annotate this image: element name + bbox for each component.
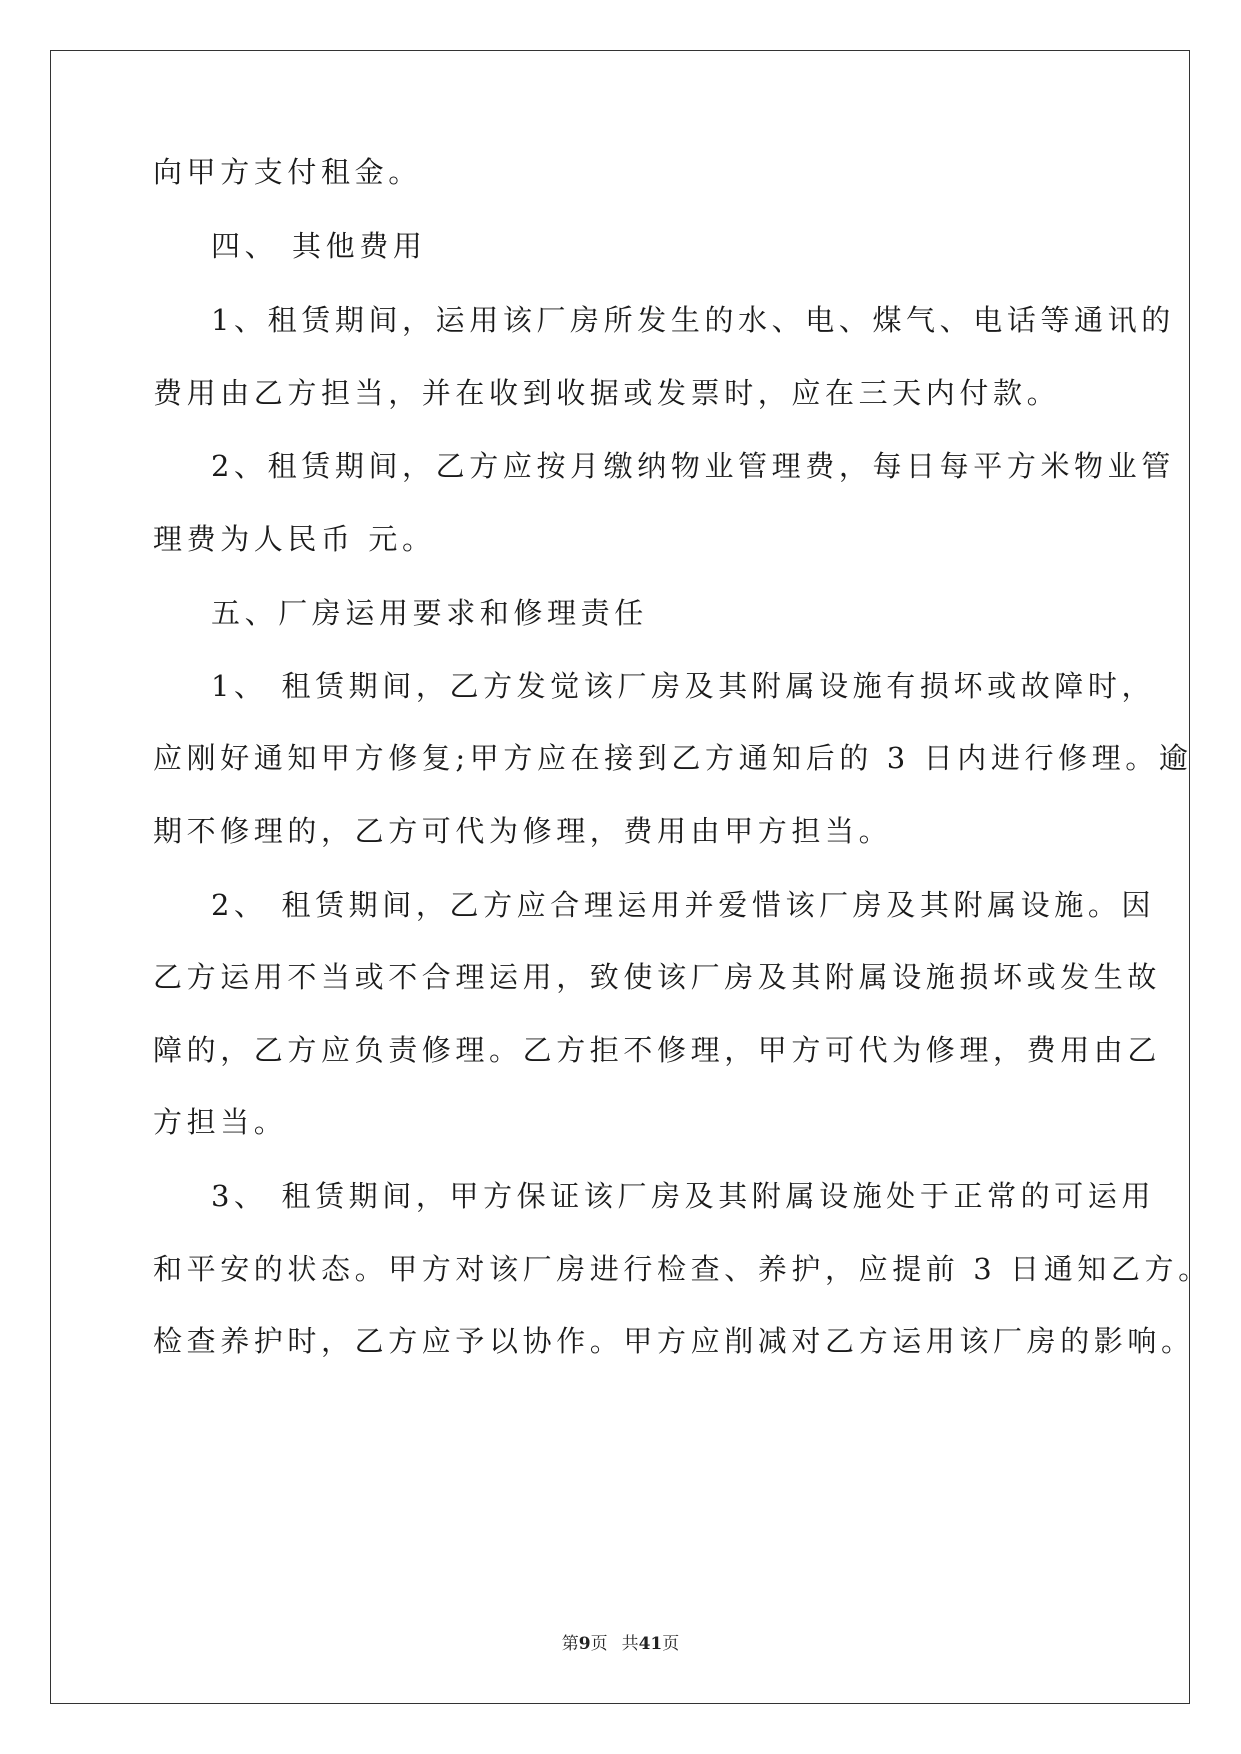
page-label-suffix: 页 [590, 1634, 608, 1654]
text-line: 应刚好通知甲方修复;甲方应在接到乙方通知后的 3 日内进行修理。逾 [153, 741, 1193, 775]
text-line: 向甲方支付租金。 [153, 155, 422, 189]
text-line: 1、 租赁期间，乙方发觉该厂房及其附属设施有损坏或故障时， [211, 669, 1156, 703]
section-heading: 五、厂房运用要求和修理责任 [211, 596, 648, 630]
text-line: 1、租赁期间，运用该厂房所发生的水、电、煤气、电话等通讯的 [211, 303, 1175, 337]
page-footer [0, 1633, 1241, 1655]
page-border [50, 50, 1193, 1704]
text-line: 方担当。 [153, 1105, 288, 1139]
text-line: 理费为人民币 元。 [153, 522, 436, 556]
text-line: 乙方运用不当或不合理运用，致使该厂房及其附属设施损坏或发生故 [153, 960, 1162, 994]
text-line: 障的，乙方应负责修理。乙方拒不修理，甲方可代为修理，费用由乙 [153, 1033, 1162, 1067]
page-label-prefix: 第 [561, 1634, 579, 1654]
page-number: 9 [578, 1634, 591, 1654]
text-line: 期不修理的，乙方可代为修理，费用由甲方担当。 [153, 814, 893, 848]
total-label-suffix: 页 [662, 1634, 680, 1654]
total-label-prefix: 共 [621, 1634, 639, 1654]
section-heading: 四、 其他费用 [211, 229, 427, 263]
text-line: 费用由乙方担当，并在收到收据或发票时，应在三天内付款。 [153, 376, 1061, 410]
total-pages: 41 [638, 1634, 663, 1654]
text-line: 和平安的状态。甲方对该厂房进行检查、养护，应提前 3 日通知乙方。 [153, 1252, 1212, 1286]
text-line: 2、 租赁期间，乙方应合理运用并爱惜该厂房及其附属设施。因 [211, 888, 1156, 922]
text-line: 3、 租赁期间，甲方保证该厂房及其附属设施处于正常的可运用 [211, 1179, 1156, 1213]
text-line: 检查养护时，乙方应予以协作。甲方应削减对乙方运用该厂房的影响。 [153, 1324, 1195, 1358]
text-line: 2、租赁期间，乙方应按月缴纳物业管理费，每日每平方米物业管 [211, 449, 1175, 483]
